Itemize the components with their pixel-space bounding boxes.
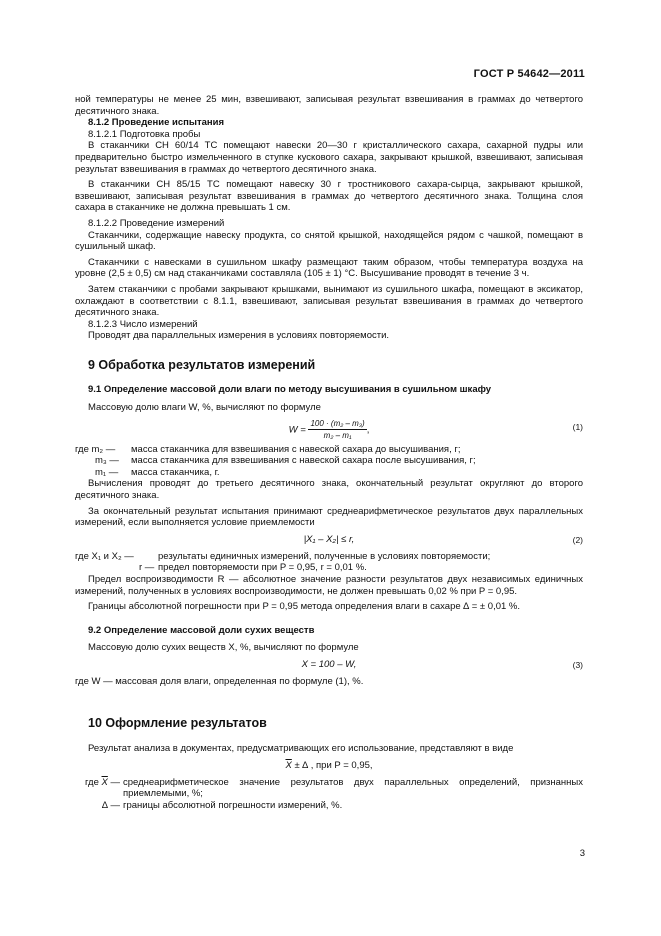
paragraph: За окончательный результат испытания принимают среднеарифметическое результатов двух параллельных измерений, если выполняется условие приемлемости xyxy=(75,505,583,529)
paragraph: Результат анализа в документах, предусматривающих его использование, представляют в виде xyxy=(88,743,514,755)
where-item xyxy=(75,455,583,467)
formula-expression: X = 100 – W, xyxy=(301,658,357,670)
where-symbol xyxy=(75,777,123,800)
where-item xyxy=(75,800,583,812)
section-10-heading: 10 Оформление результатов xyxy=(88,715,267,730)
mean-symbol: $\overline{X}$ xyxy=(285,759,292,771)
paragraph-continuation: ной температуры не менее 25 мин, взвешивают, записывая результат взвешивания в граммах до четвертого десятичного знака. xyxy=(75,94,583,117)
section-9-1-heading: 9.1 Определение массовой доли влаги по методу высушивания в сушильном шкафу xyxy=(88,384,492,396)
paragraph: В стаканчики СН 85/15 ТС помещают навеску 30 г тростникового сахара-сырца, закрывают крышкой, взвешивают, записывая результат взвешивания в граммах до четвертого десятичного знака. Толщина слоя сахара в стаканчике не должна превышать 1 см. xyxy=(75,179,583,214)
section-8-1-2-2-title: 8.1.2.2 Проведение измерений xyxy=(88,217,225,229)
where-symbol: r — xyxy=(139,562,155,574)
where-definition: границы абсолютной погрешности измерений, %. xyxy=(123,799,343,811)
formula-numerator: 100 · (m₂ – m₃) xyxy=(308,418,366,431)
where-item xyxy=(75,444,583,456)
formula-tail: , xyxy=(366,424,370,436)
paragraph: Проводят два параллельных измерения в условиях повторяемости. xyxy=(88,330,390,342)
where-item xyxy=(75,777,583,800)
section-9-2-heading: 9.2 Определение массовой доли сухих веществ xyxy=(88,624,315,636)
where-symbol: m₃ — xyxy=(95,455,119,467)
paragraph: Стаканчики, содержащие навеску продукта, со снятой крышкой, находящейся рядом с чашкой, помещают в сушильный шкаф. xyxy=(75,229,583,253)
formula-intro: Массовую долю влаги W, %, вычисляют по формуле xyxy=(88,402,321,414)
where-definition: среднеарифметическое значение результатов двух параллельных определений, признанных приемлемыми, %; xyxy=(123,776,583,800)
mean-symbol: $\overline{X}$ xyxy=(101,776,108,788)
section-8-1-2-3-title: 8.1.2.3 Число измерений xyxy=(88,318,198,330)
result-expression xyxy=(75,758,583,774)
section-8-1-2-1-title: 8.1.2.1 Подготовка пробы xyxy=(88,128,201,140)
section-8-1-2-title: 8.1.2 Проведение испытания xyxy=(88,117,225,129)
paragraph: Затем стаканчики с пробами закрывают крышками, вынимают из сушильного шкафа, помещают в эксикатор, охлаждают в соответствии с 8.1.1, взвешивают, записывая результат взвешивания в граммах до четвертого десятичного знака. xyxy=(75,283,583,319)
formula-intro: Массовую долю сухих веществ X, %, вычисляют по формуле xyxy=(88,642,359,654)
where-definition: масса стаканчика для взвешивания с навеской сахара до высушивания, г; xyxy=(131,443,461,455)
where-definition: результаты единичных измерений, полученные в условиях повторяемости; xyxy=(158,550,491,562)
paragraph: Границы абсолютной погрешности при P = 0,95 метода определения влаги в сахаре ∆ = ± 0,01 %. xyxy=(88,601,520,613)
formula-2 xyxy=(75,532,583,548)
formula-fraction xyxy=(308,418,366,442)
standard-header: ГОСТ Р 54642—2011 xyxy=(473,68,585,80)
where-definition: предел повторяемости при P = 0,95, r = 0,01 %. xyxy=(158,562,367,574)
formula-number: (3) xyxy=(572,659,583,670)
formula-expression: |X₁ – X₂| ≤ r, xyxy=(303,533,355,545)
section-9-heading: 9 Обработка результатов измерений xyxy=(88,357,316,372)
formula-denominator: m₂ – m₁ xyxy=(323,431,352,441)
document-body xyxy=(75,94,583,812)
where-item xyxy=(75,551,583,563)
where-item xyxy=(75,467,583,479)
where-symbol: где m₂ — xyxy=(75,443,116,455)
formula-3 xyxy=(75,657,583,673)
where-prefix: где xyxy=(85,776,102,788)
result-expression-rest: ± ∆ , при P = 0,95, xyxy=(291,759,373,771)
formula-lhs: W = xyxy=(288,424,306,436)
paragraph: где W — массовая доля влаги, определенная по формуле (1), %. xyxy=(75,675,364,687)
where-dash: — xyxy=(107,776,120,788)
where-definition: масса стаканчика, г. xyxy=(131,466,220,478)
where-symbol: где X₁ и X₂ — xyxy=(75,550,134,562)
where-symbol: m₁ — xyxy=(95,466,119,478)
where-item xyxy=(75,562,583,574)
page-number: 3 xyxy=(579,848,585,859)
where-dash: — xyxy=(107,799,120,811)
where-definition: масса стаканчика для взвешивания с навеской сахара после высушивания, г; xyxy=(131,455,476,467)
formula-1 xyxy=(75,416,583,442)
paragraph: Вычисления проводят до третьего десятичного знака, окончательный результат округляют до второго десятичного знака. xyxy=(75,478,583,502)
paragraph: Предел воспроизводимости R — абсолютное значение разности результатов двух независимых единичных измерений, полученных в условиях воспроизводимости, не должен превышать 0,02 % при P = 0,95. xyxy=(75,574,583,597)
paragraph: В стаканчики СН 60/14 ТС помещают навески 20—30 г кристаллического сахара, сахарной пудры или предварительно быстро измельченного в ступке кускового сахара, закрывают крышкой, взвешивают, записывая результат взвешивания в граммах до четвертого десятичного знака. xyxy=(75,140,583,175)
paragraph: Стаканчики с навесками в сушильном шкафу размещают таким образом, чтобы температура воздуха на уровне (2,5 ± 0,5) см над стаканчиками составляла (105 ± 1) °С. Высушивание проводят в течение 3 ч. xyxy=(75,256,583,280)
formula-number: (1) xyxy=(572,421,583,432)
formula-number: (2) xyxy=(572,534,583,545)
delta-symbol: ∆ xyxy=(102,799,108,811)
where-symbol xyxy=(75,800,123,812)
